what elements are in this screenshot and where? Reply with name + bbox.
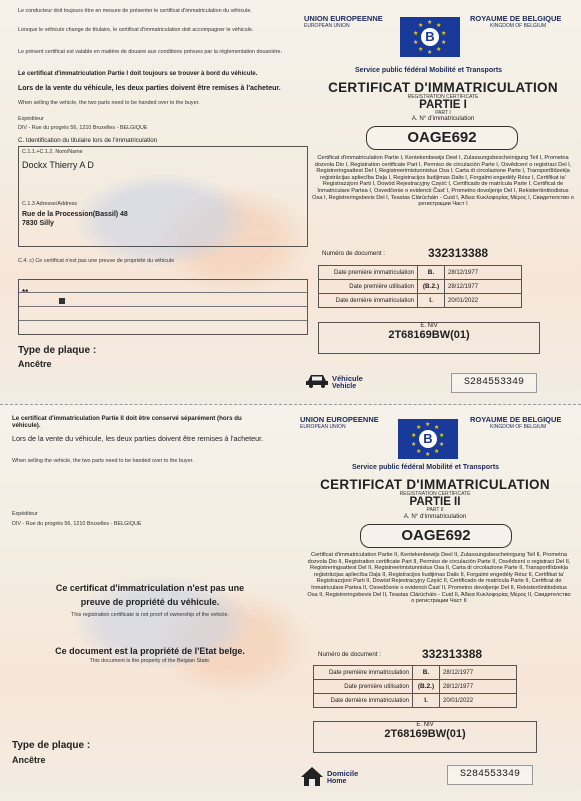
- flag-stars: ★ ★ ★ ★ ★ ★ ★ ★ ★ ★: [411, 422, 445, 458]
- c4-label: C.4. c) Ce certificat n'est pas une preuve de propriété du véhicule: [18, 258, 175, 264]
- country-label-en: KINGDOM OF BELGIUM: [490, 424, 547, 430]
- service-label: Service public fédéral Mobilité et Transports: [352, 464, 500, 471]
- expediteur-address: DIV - Rue du progrès 56, 1210 Bruxelles - BELGIQUE: [18, 125, 148, 131]
- property-en: This document is the property of the Belgian State.: [89, 658, 211, 664]
- registration-number-label: A. N° d'immatriculation: [411, 115, 475, 122]
- c4-line-3: [19, 320, 307, 321]
- document-number: 332313388: [422, 647, 483, 661]
- certificate-title-en: REGISTRATION CERTIFICATE: [399, 491, 471, 497]
- footer-label: Domicile: [327, 769, 359, 778]
- date-value: 28/12/1977: [440, 666, 517, 680]
- date-row: [319, 280, 522, 294]
- c4-stars: **: [22, 288, 29, 297]
- docnum-label: Numéro de document :: [318, 651, 381, 658]
- date-code: I.: [418, 294, 445, 308]
- date-code: (B.2.): [413, 680, 440, 694]
- flag-stars: ★ ★ ★ ★ ★ ★ ★ ★ ★ ★: [413, 20, 447, 56]
- date-code: I.: [413, 694, 440, 708]
- plate-type: Ancêtre: [18, 359, 52, 369]
- service-label: Service public fédéral Mobilité et Transports: [355, 67, 503, 74]
- date-value: 20/01/2022: [440, 694, 517, 708]
- plate-type-label: Type de plaque :: [18, 345, 97, 356]
- c4-line-2: [19, 306, 307, 307]
- date-label: Date première utilisation: [319, 280, 418, 294]
- proof-line-2: preuve de propriété du véhicule.: [80, 597, 220, 607]
- expediteur-label: Expéditeur: [18, 116, 44, 122]
- eu-label: UNION EUROPEENNE: [300, 415, 379, 424]
- certificate-title-en: REGISTRATION CERTIFICATE: [407, 94, 479, 100]
- partie-label: PARTIE I: [419, 99, 467, 111]
- certificate-part-2: [0, 404, 581, 801]
- flag-letter: B: [421, 28, 439, 46]
- footer-label: Véhicule: [332, 374, 363, 383]
- docnum-label: Numéro de document :: [322, 250, 385, 257]
- house-icon: [300, 765, 324, 787]
- niv-value: 2T68169BW(01): [384, 728, 466, 740]
- flag-letter: B: [419, 430, 437, 448]
- serial-number: S284553349: [451, 373, 537, 393]
- date-value: 28/12/1977: [445, 280, 522, 294]
- country-label-en: KINGDOM OF BELGIUM: [490, 23, 547, 29]
- notice-2-en: When selling the vehicle, the two parts need to be handed over to the buyer.: [12, 458, 194, 464]
- holder-name: Dockx Thierry A D: [22, 160, 94, 170]
- document-number: 332313388: [428, 246, 489, 260]
- niv-box: [313, 721, 537, 753]
- holder-box: [18, 146, 308, 247]
- dates-table: [318, 265, 522, 308]
- notice-2: Lorsque le véhicule change de titulaire, le certificat d'immatriculation doit accompagner le véhicule.: [18, 27, 254, 33]
- c4-marker: [59, 298, 65, 304]
- partie-label-en: PART II: [426, 507, 444, 513]
- proof-line-1: Ce certificat d'immatriculation n'est pas une: [55, 583, 245, 593]
- date-row: [319, 266, 522, 280]
- car-icon: [305, 372, 329, 388]
- date-label: Date dernière immatriculation: [314, 694, 413, 708]
- notice-5-en: When selling the vehicle, the two parts need to be handed over to the buyer.: [18, 100, 200, 106]
- proof-en: This registration certificate is not proof of ownership of the vehicle.: [71, 612, 229, 618]
- partie-label-en: PART I: [435, 110, 451, 116]
- footer-label-en: Home: [327, 778, 347, 785]
- date-row: [319, 294, 522, 308]
- registration-plate: OAGE692: [360, 524, 512, 548]
- notice-1: Le conducteur doit toujours être en mesure de présenter le certificat d'immatriculation du véhicule.: [18, 8, 252, 14]
- date-code: (B.2.): [418, 280, 445, 294]
- niv-label: E. NIV: [420, 323, 438, 329]
- notice-4: Le certificat d'immatriculation Partie I doit toujours se trouver à bord du véhicule.: [18, 70, 258, 77]
- name-label: C.1.1.+C.1.2. Nom/Name: [22, 149, 83, 155]
- languages-text: Certificat d'immatriculation Partie I, Kentekenbewijs Deel I, Zulassungsbescheinigung Teil I, Prometna dozvola Dio I, Registration certificate Part I, Permiso de circulación Parte I, Osvědcení o registraci Del I, Registreringsattest Del I, Registreerimistunnistus Osa I, Carta di circolazione Parte I, Transportlīdzekļa reģistrācijas apliecība Daļa I, Registracijos liudijimas Dalis I, Forgalmi engedély Rész I, Certifikat ta' Registrazzjoni Parti I, Dowód Rejestracyjny Część I, Certificado de matrícula Parte I, Certificat de înmatriculare Partea I, Osvedčenie o evidencii Časť I, Prometno dovoljenje Del I, Rekisteröintitodistus Osa I, Registreringsbevis Del I, Teastas Clárúcháin - Cuid I, Άδεια Κυκλοφορίας Μέρος Ι, Свидетелство о регистрации Част I: [312, 155, 574, 208]
- date-label: Date première immatriculation: [319, 266, 418, 280]
- section-c-title: C. Identification du titulaire lors de l'immatriculation: [18, 137, 158, 144]
- eu-flag-icon: [400, 17, 460, 57]
- address-label: C.1.3 Adresse/Address: [22, 201, 78, 207]
- country-label: ROYAUME DE BELGIQUE: [470, 415, 562, 424]
- date-value: 20/01/2022: [445, 294, 522, 308]
- registration-plate: OAGE692: [366, 126, 518, 150]
- date-row: [314, 680, 517, 694]
- registration-number-label: A. N° d'immatriculation: [403, 513, 467, 520]
- eu-label-en: EUROPEAN UNION: [300, 424, 346, 430]
- niv-label: E. NIV: [416, 722, 434, 728]
- notice-1: Le certificat d'immatriculation Partie II doit être conservé séparément (hors du véhicule).: [12, 415, 242, 429]
- eu-label: UNION EUROPEENNE: [304, 14, 383, 23]
- languages-text: Certificat d'immatriculation Partie II, Kentekenbewijs Deel II, Zulassungsbescheinigung Teil II, Prometna dozvola Dio II, Registration certificate Part II, Permiso de circulación Parte II, Osvědcení o registraci Del II, Registreringsattest Del II, Registreerimistunnistus Osa II, Carta di circolazione Parte II, Transportlīdzekļa reģistrācijas apliecība Daļa II, Registracijos liudijimas Dalis II, Forgalmi engedély Rész II, Certifikat ta' Registrazzjoni Parti II, Dowód Rejestracyjny Część II, Certificado de matrícula Parte II, Certificat de înmatriculare Partea II, Osvedčenie o evidencii Časť II, Prometno dovoljenje Del II, Rekisteröintitodistus Osa II, Registreringsbevis Del II, Teastas Clárúcháin - Cuid II, Άδεια Κυκλοφορίας Μέρος ΙΙ, Свидетелство о регистрации Част II: [307, 552, 571, 605]
- date-value: 28/12/1977: [440, 680, 517, 694]
- expediteur-address: DIV - Rue du progrès 56, 1210 Bruxelles - BELGIQUE: [12, 521, 142, 527]
- expediteur-label: Expéditeur: [12, 511, 38, 517]
- certificate-title: CERTIFICAT D'IMMATRICULATION: [320, 477, 550, 492]
- c4-line-1: [19, 292, 307, 293]
- c4-box: [18, 279, 308, 335]
- niv-value: 2T68169BW(01): [388, 329, 470, 341]
- date-value: 28/12/1977: [445, 266, 522, 280]
- address-line-2: 7830 Silly: [22, 220, 54, 227]
- dates-table: [313, 665, 517, 708]
- eu-label-en: EUROPEAN UNION: [304, 23, 350, 29]
- notice-2: Lors de la vente du véhicule, les deux parties doivent être remises à l'acheteur.: [12, 434, 264, 443]
- date-label: Date première utilisation: [314, 680, 413, 694]
- date-row: [314, 694, 517, 708]
- certificate-part-1: [0, 0, 581, 400]
- niv-box: [318, 322, 540, 354]
- address-line-1: Rue de la Procession(Bassil) 48: [22, 211, 128, 218]
- partie-label: PARTIE II: [409, 496, 461, 508]
- notice-5: Lors de la vente du véhicule, les deux parties doivent être remises à l'acheteur.: [18, 85, 281, 92]
- property-line: Ce document est la propriété de l'Etat belge.: [55, 646, 245, 656]
- notice-3: Le présent certificat est valable en matière de douane aux conditions prévues par la réglementation douanière.: [18, 49, 283, 55]
- date-label: Date dernière immatriculation: [319, 294, 418, 308]
- plate-type: Ancêtre: [12, 755, 46, 765]
- footer-label-en: Vehicle: [332, 383, 357, 390]
- date-code: B.: [418, 266, 445, 280]
- date-code: B.: [413, 666, 440, 680]
- eu-flag-icon: [398, 419, 458, 459]
- date-label: Date première immatriculation: [314, 666, 413, 680]
- date-row: [314, 666, 517, 680]
- serial-number: S284553349: [447, 765, 533, 785]
- plate-type-label: Type de plaque :: [12, 740, 91, 751]
- country-label: ROYAUME DE BELGIQUE: [470, 14, 562, 23]
- certificate-title: CERTIFICAT D'IMMATRICULATION: [328, 80, 558, 95]
